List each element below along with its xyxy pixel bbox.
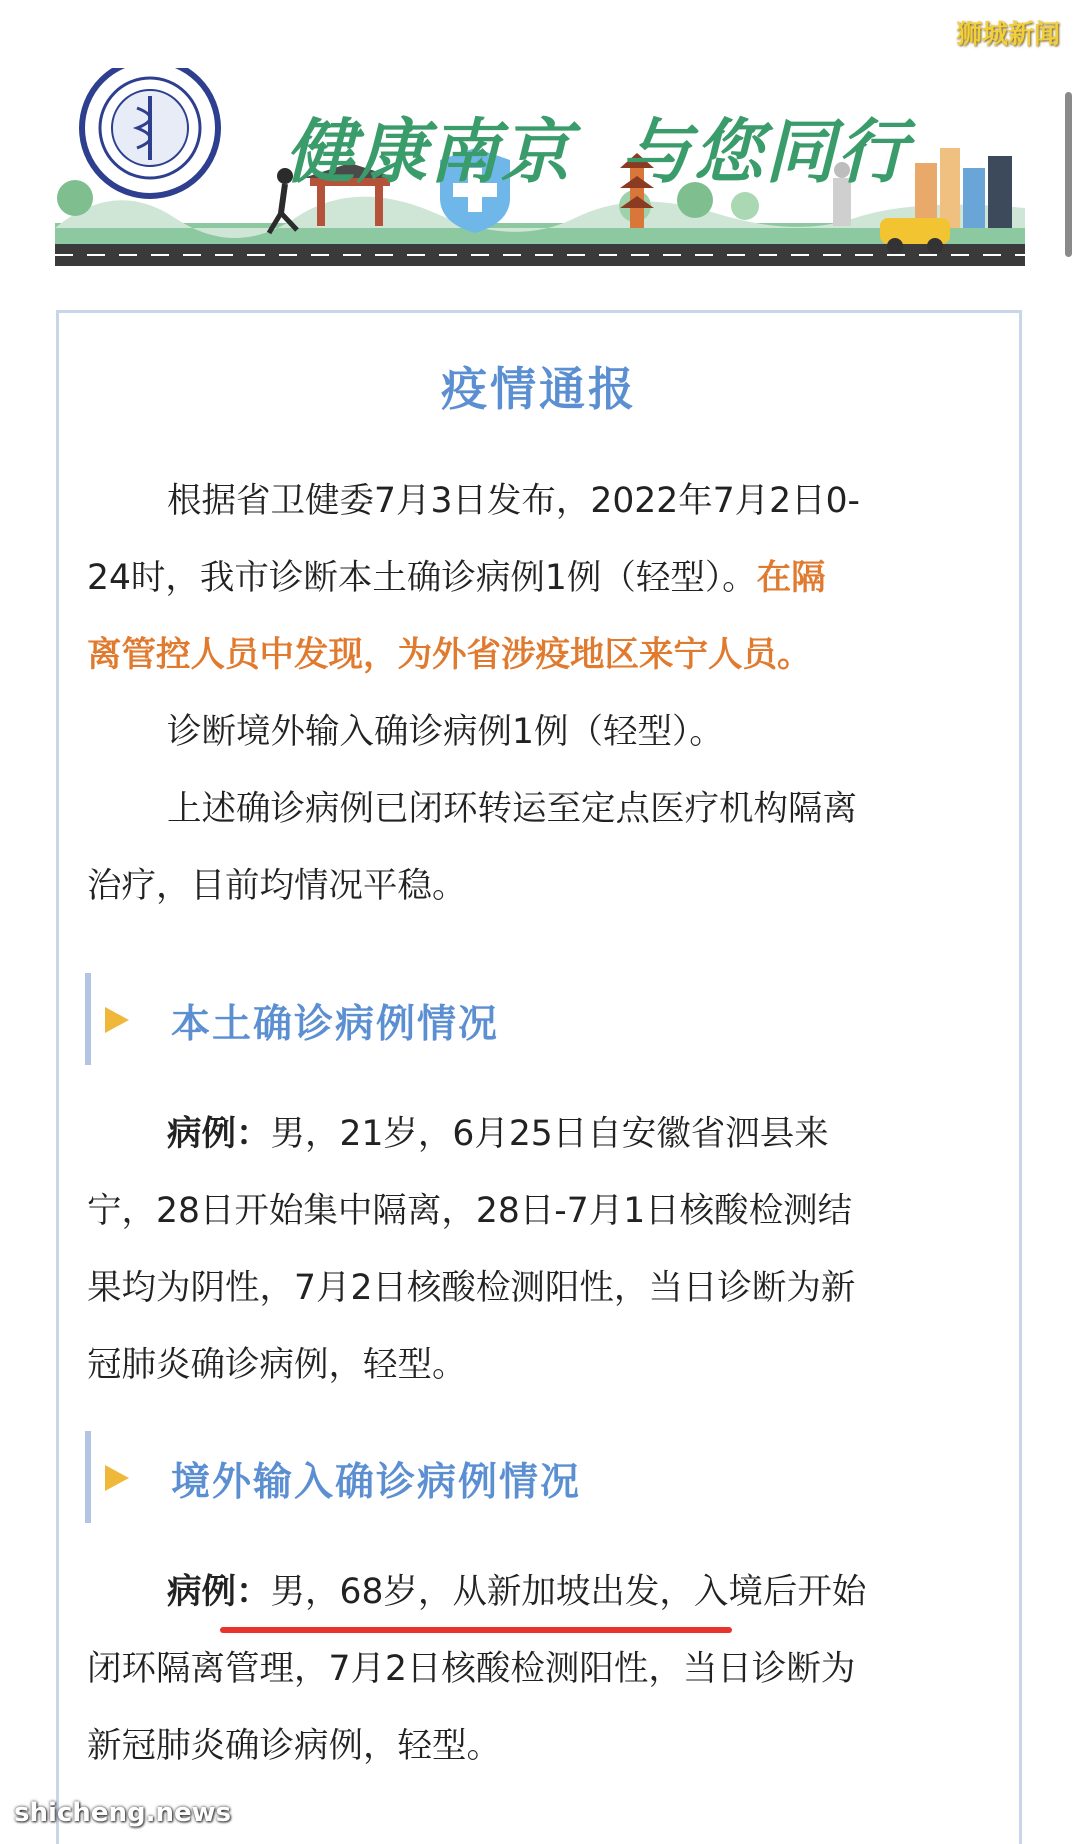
local-case-line-4: 冠肺炎确诊病例，轻型。	[87, 1345, 467, 1385]
watermark-bottom: shicheng.news	[14, 1798, 232, 1828]
banner-title-part2: 与您同行	[621, 111, 909, 193]
red-underline-annotation	[220, 1627, 732, 1633]
paragraph-local-case	[87, 1096, 997, 1404]
transfer-line-2: 治疗，目前均情况平稳。	[87, 866, 467, 906]
summary-highlight-start: 在隔	[756, 558, 826, 598]
section-imported-title: 境外输入确诊病例情况	[171, 1460, 582, 1505]
local-case-line-1: 男，21岁，6月25日自安徽省泗县来	[270, 1114, 829, 1154]
section-local	[85, 973, 991, 1065]
paragraph-imported-case	[87, 1554, 997, 1785]
paragraph-summary	[87, 463, 997, 694]
section-local-title: 本土确诊病例情况	[171, 1002, 500, 1047]
watermark-top: 狮城新闻	[955, 20, 1060, 50]
banner	[55, 68, 1025, 283]
banner-title-part1: 健康南京	[285, 111, 573, 193]
summary-line-1: 根据省卫健委7月3日发布，2022年7月2日0-	[167, 481, 860, 521]
summary-line-3: 离管控人员中发现，为外省涉疫地区来宁人员。	[87, 635, 812, 675]
local-case-line-3: 果均为阴性，7月2日核酸检测阳性，当日诊断为新	[87, 1268, 856, 1308]
imported-case-line-3: 新冠肺炎确诊病例，轻型。	[87, 1726, 501, 1766]
imported-case-line-2: 闭环隔离管理，7月2日核酸检测阳性，当日诊断为	[87, 1649, 856, 1689]
imported-case-label: 病例：	[167, 1572, 271, 1612]
page-title: 疫情通报	[441, 362, 637, 416]
paragraph-transfer	[87, 771, 997, 925]
triangle-arrow-icon	[105, 1007, 129, 1033]
scrollbar[interactable]	[1065, 92, 1072, 257]
triangle-arrow-icon	[105, 1465, 129, 1491]
local-case-line-2: 宁，28日开始集中隔离，28日-7月1日核酸检测结	[87, 1191, 853, 1231]
imported-case-line-1: 男，68岁，从新加坡出发，入境后开始	[270, 1572, 867, 1612]
imported-line: 诊断境外输入确诊病例1例（轻型）。	[167, 712, 724, 752]
notice-card	[56, 310, 1022, 1844]
section-imported	[85, 1431, 991, 1523]
summary-line-2: 24时，我市诊断本土确诊病例1例（轻型）。	[87, 558, 757, 598]
banner-title	[285, 96, 909, 197]
paragraph-imported	[87, 694, 997, 771]
local-case-label: 病例：	[167, 1114, 271, 1154]
transfer-line-1: 上述确诊病例已闭环转运至定点医疗机构隔离	[167, 789, 857, 829]
